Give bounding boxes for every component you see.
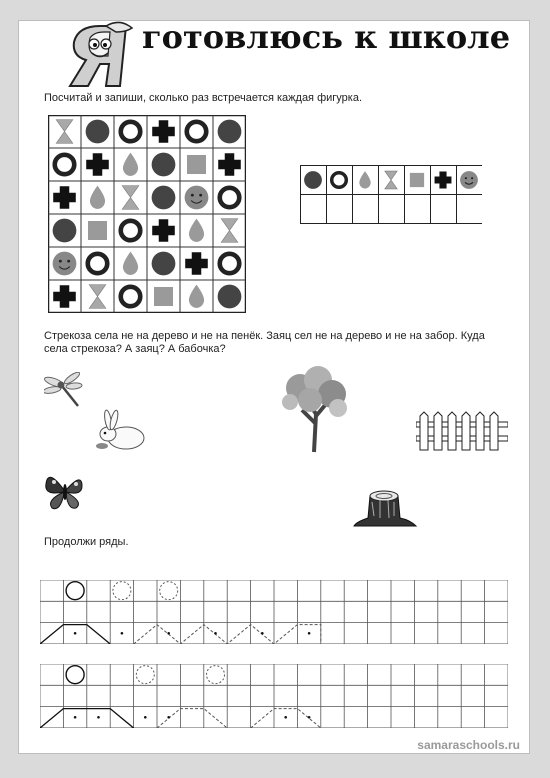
seq-dot xyxy=(74,716,77,719)
seq-circle-solid xyxy=(66,582,84,600)
tree-icon xyxy=(280,364,350,454)
seq-dot xyxy=(121,632,124,635)
letter-ya-mascot-icon xyxy=(60,20,140,90)
square-shape-icon xyxy=(88,221,107,240)
seq-dot xyxy=(144,716,147,719)
seq-dot xyxy=(261,632,264,635)
task-continue-rows: Продолжи ряды. xyxy=(44,536,129,548)
footer-site: samaraschools.ru xyxy=(417,738,520,752)
circle-shape-icon xyxy=(152,186,176,210)
square-shape-icon xyxy=(154,287,173,306)
circle-shape-icon xyxy=(304,171,322,189)
seq-trapezoid-dashed xyxy=(157,709,321,728)
tally-table xyxy=(300,165,482,225)
seq-dot xyxy=(97,716,100,719)
shape-grid xyxy=(48,115,246,313)
task-count-shapes: Посчитай и запиши, сколько раз встречается каждая фигурка. xyxy=(44,92,363,104)
circle-shape-icon xyxy=(152,153,176,177)
seq-circle-solid xyxy=(66,666,84,684)
tally-answer-cell[interactable] xyxy=(457,195,483,224)
seq-dot xyxy=(167,632,170,635)
circle-shape-icon xyxy=(86,120,110,144)
fence-icon xyxy=(416,410,508,452)
sequence-row-1 xyxy=(40,580,508,644)
tally-answer-cell[interactable] xyxy=(327,195,353,224)
task-riddle: Стрекоза села не на дерево и не на пенёк. Заяц сел не на дерево и не на забор. Куда села стрекоза? А заяц? А бабочка? xyxy=(44,330,485,355)
circle-shape-icon xyxy=(218,120,242,144)
stump-icon xyxy=(352,484,418,528)
sequence-row-2 xyxy=(40,664,508,728)
page-title: готовлюсь к школе xyxy=(142,18,511,56)
smiley-shape-icon xyxy=(185,186,209,210)
tally-answer-cell[interactable] xyxy=(353,195,379,224)
square-shape-icon xyxy=(187,155,206,174)
dragonfly-icon xyxy=(44,372,88,412)
seq-circle-dashed xyxy=(160,582,178,600)
circle-shape-icon xyxy=(152,252,176,276)
circle-shape-icon xyxy=(218,285,242,309)
seq-circle-dashed xyxy=(207,666,225,684)
seq-circle-dashed xyxy=(113,582,131,600)
tally-answer-cell[interactable] xyxy=(431,195,457,224)
seq-dot xyxy=(284,716,287,719)
seq-dot xyxy=(167,716,170,719)
butterfly-icon xyxy=(42,466,88,512)
circle-shape-icon xyxy=(53,219,77,243)
smiley-shape-icon xyxy=(53,252,77,276)
seq-dot xyxy=(214,632,217,635)
seq-dot xyxy=(308,716,311,719)
tally-answer-cell[interactable] xyxy=(379,195,405,224)
seq-dot xyxy=(308,632,311,635)
seq-circle-dashed xyxy=(136,666,154,684)
smiley-shape-icon xyxy=(460,171,478,189)
tally-answer-cell[interactable] xyxy=(301,195,327,224)
tally-header-cell xyxy=(379,166,405,195)
tally-answer-cell[interactable] xyxy=(405,195,431,224)
seq-dot xyxy=(74,632,77,635)
square-shape-icon xyxy=(410,173,424,187)
rabbit-icon xyxy=(92,408,148,452)
